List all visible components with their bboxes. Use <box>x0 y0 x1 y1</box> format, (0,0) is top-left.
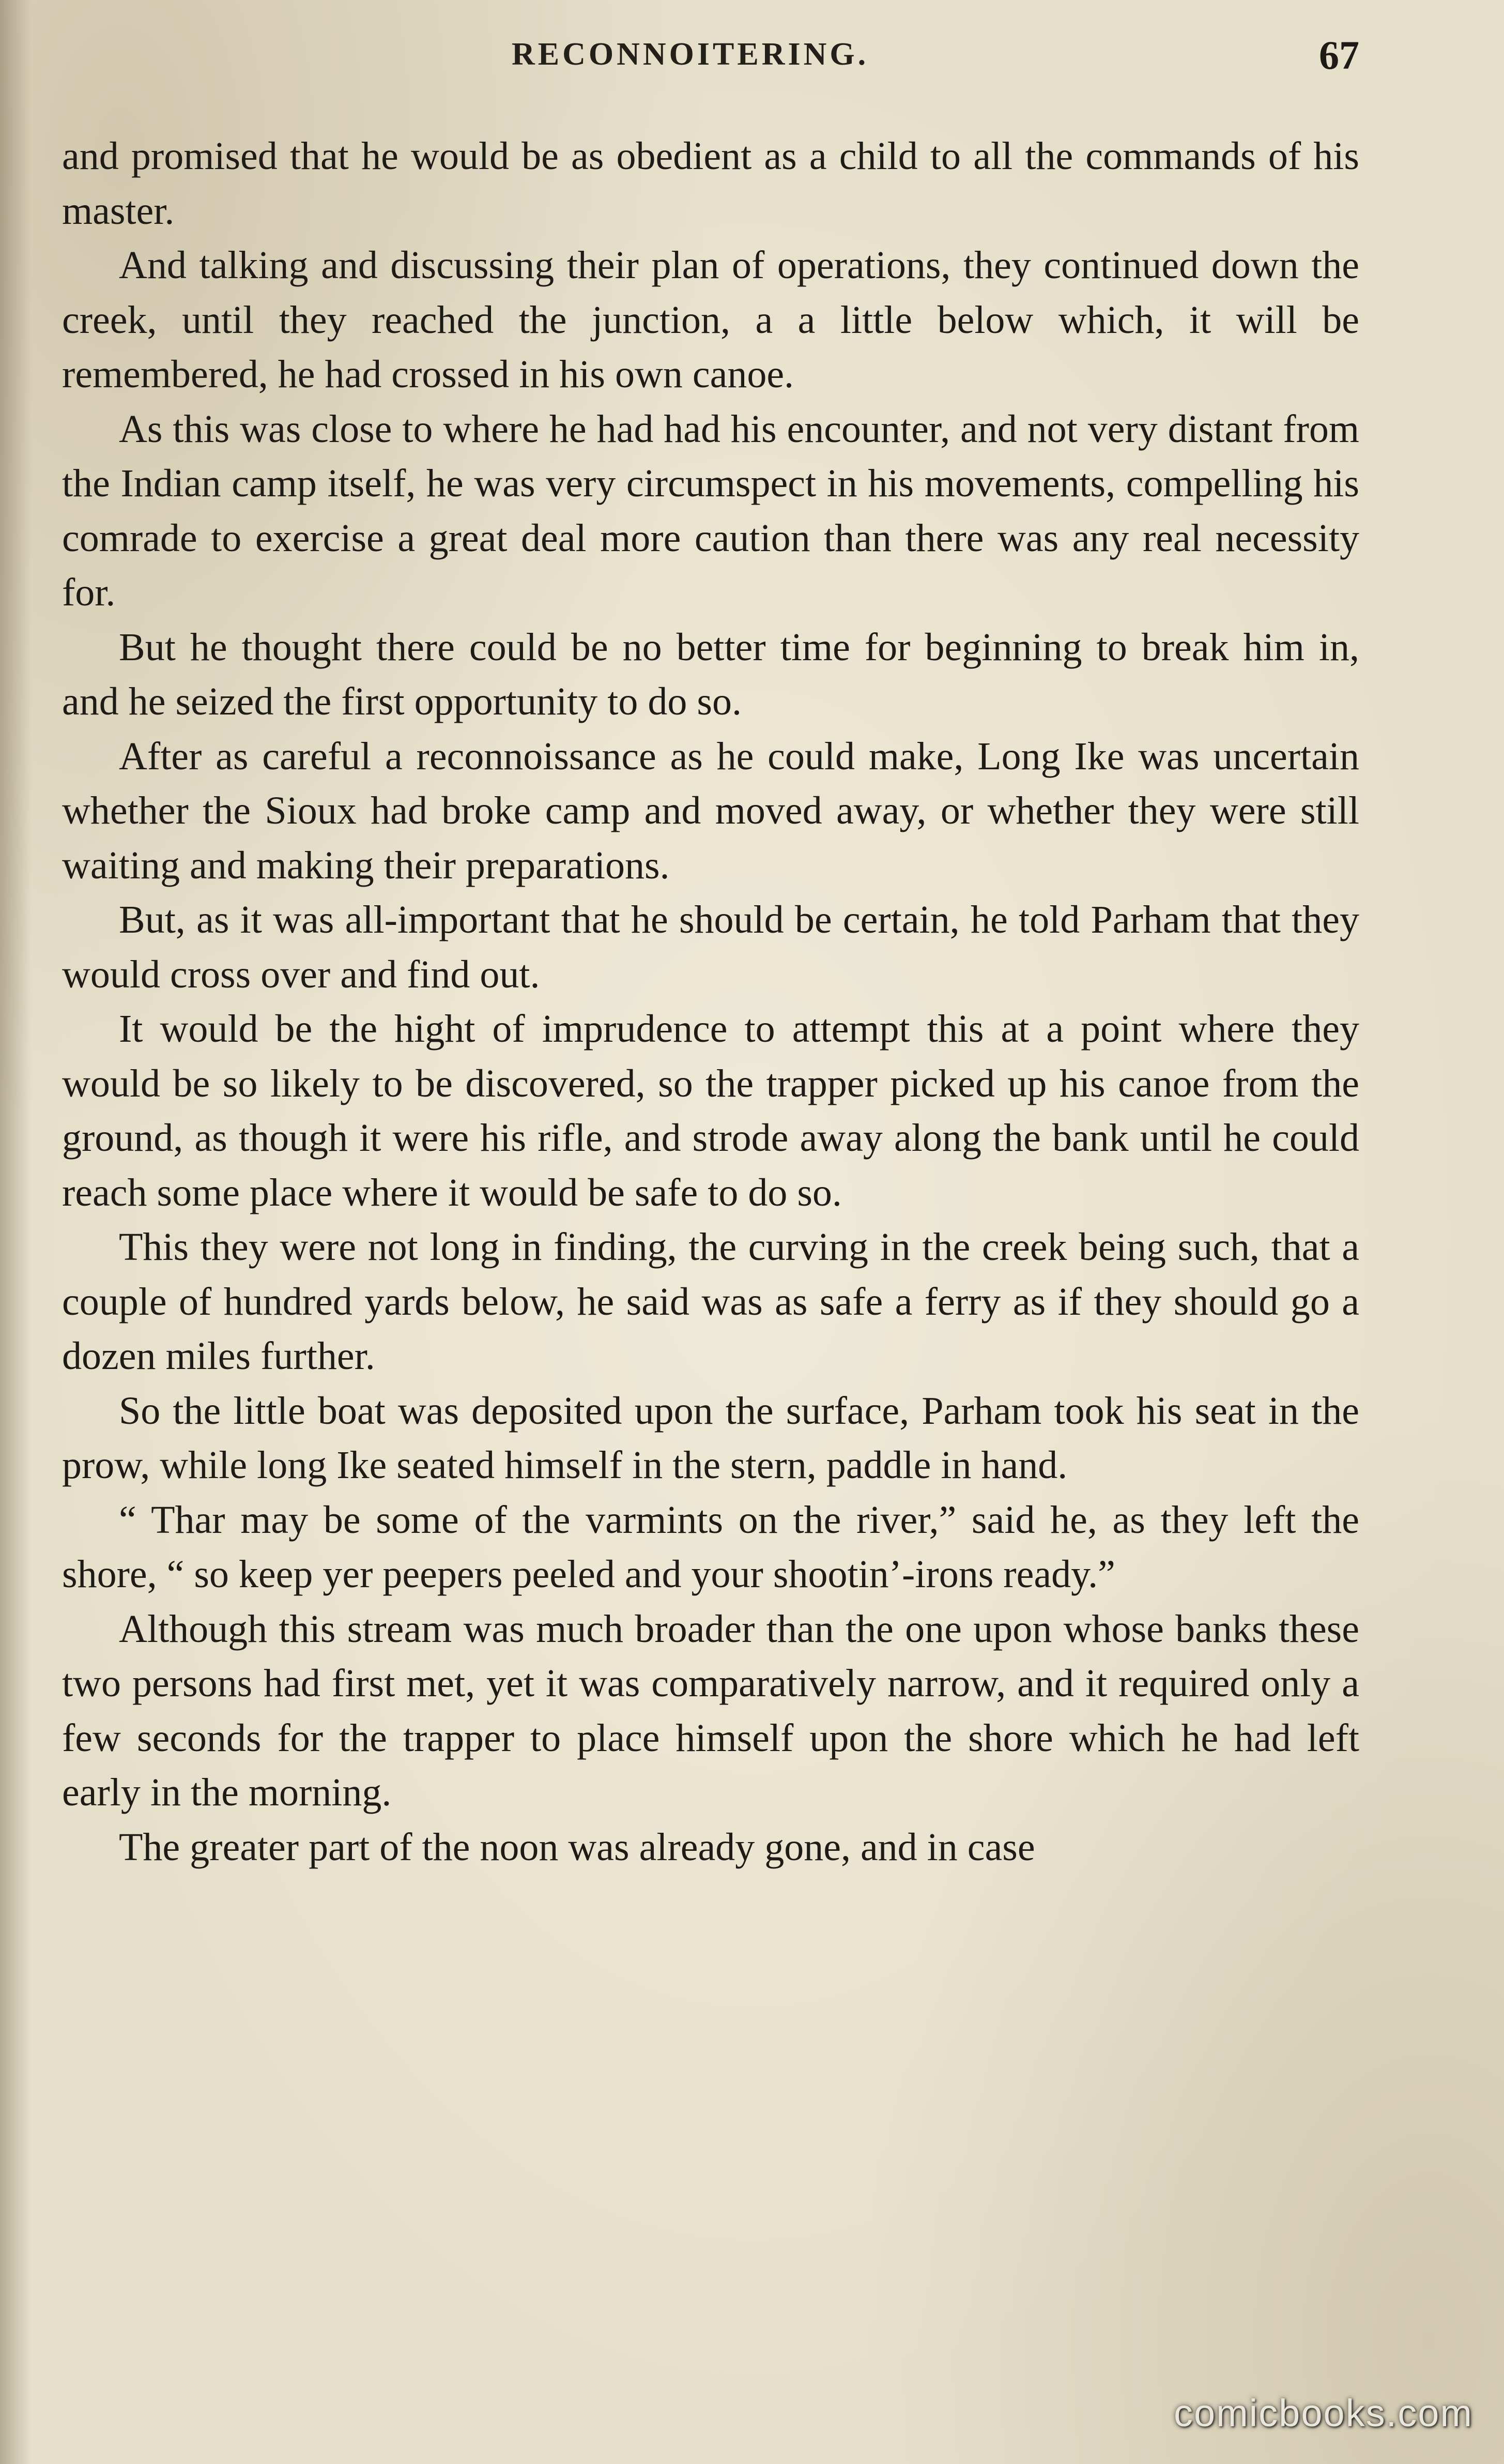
paragraph: So the little boat was deposited upon the surface, Parham took his seat in the prow, while long Ike seated himself in the stern, paddle in hand. <box>62 1389 1359 1487</box>
paragraph: It would be the hight of imprudence to attempt this at a point where they would be so likely to be discovered, so the trapper picked up his canoe from the ground, as though it were his rifle, and strode away along the bank until he could reach some place where it would be safe to do so. <box>62 1007 1359 1214</box>
paragraph: As this was close to where he had had his encounter, and not very distant from the Indian camp itself, he was very circumspect in his movements, compelling his comrade to exercise a great deal more caution than there was any real necessity for. <box>62 407 1359 614</box>
paragraph: and promised that he would be as obedient as a child to all the commands of his master. <box>62 134 1359 233</box>
paragraph: “ Thar may be some of the varmints on the river,” said he, as they left the shore, “ so keep yer peepers peeled and your shootin’-irons ready.” <box>62 1498 1359 1596</box>
paragraph: And talking and discussing their plan of operations, they continued down the creek, until they reached the junction, a a little below which, it will be remembered, he had crossed in his own canoe. <box>62 244 1359 396</box>
paragraph: This they were not long in finding, the curving in the creek being such, that a couple of hundred yards below, he said was as safe a ferry as if they should go a dozen miles further. <box>62 1225 1359 1378</box>
page-number: 67 <box>1319 33 1359 78</box>
paragraph: But he thought there could be no better time for beginning to break him in, and he seized the first opportunity to do so. <box>62 625 1359 723</box>
paragraph: But, as it was all-important that he should be certain, he told Parham that they would cross over and find out. <box>62 898 1359 996</box>
paragraph: Although this stream was much broader than the one upon whose banks these two persons had first met, yet it was comparatively narrow, and it required only a few seconds for the trapper to place himself upon the shore which he had left early in the morning. <box>62 1607 1359 1814</box>
page-header <box>62 32 1359 79</box>
page-body <box>62 129 1359 1875</box>
page-edge-shadow <box>0 0 31 2464</box>
paragraph: After as careful a reconnoissance as he could make, Long Ike was uncertain whether the Sioux had broke camp and moved away, or whether they were still waiting and making their preparations. <box>62 734 1359 887</box>
paragraph: The greater part of the noon was already gone, and in case <box>119 1825 1035 1869</box>
running-head: RECONNOITERING. <box>512 37 869 72</box>
watermark: comicbooks.com <box>1173 2392 1473 2435</box>
